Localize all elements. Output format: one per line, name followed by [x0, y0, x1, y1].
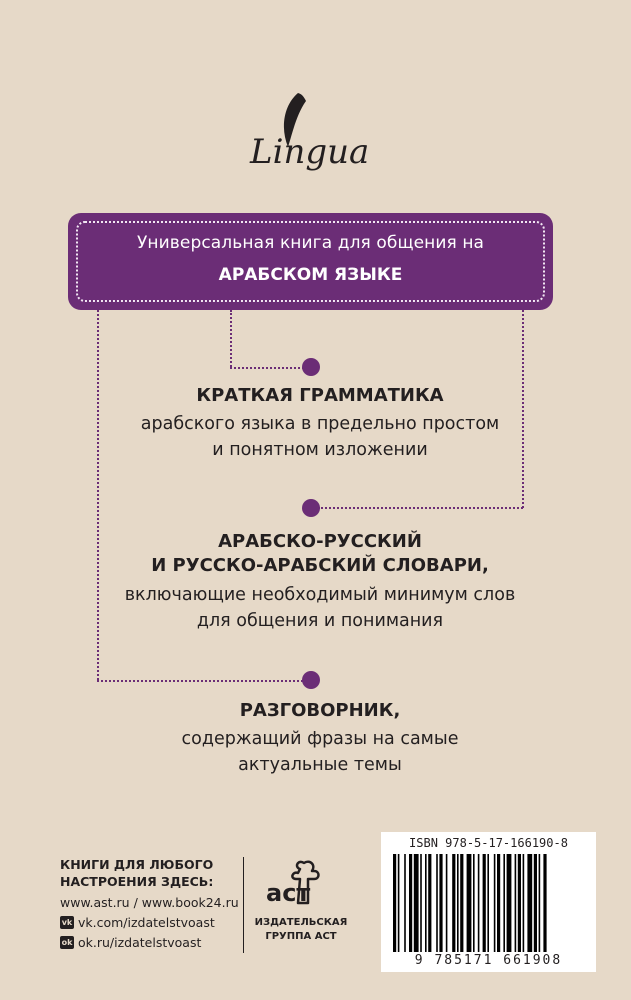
section-title: РАЗГОВОРНИК, — [239, 700, 401, 721]
vk-link-text: vk.com/izdatelstvoast — [78, 915, 215, 930]
publisher-caption-line: ГРУППА АСТ — [265, 931, 337, 942]
barcode-bar — [534, 854, 537, 952]
connector-right-bottom — [318, 507, 523, 509]
barcode-bar — [515, 854, 517, 952]
connector-center — [230, 310, 232, 367]
barcode-bar — [452, 854, 455, 952]
footer-title-line: КНИГИ ДЛЯ ЛЮБОГО — [60, 857, 214, 872]
barcode-bar — [543, 854, 546, 952]
barcode-bar — [404, 854, 406, 952]
barcode-bar — [539, 854, 541, 952]
barcode-bar — [409, 854, 412, 952]
banner-subtitle: Универсальная книга для общения на — [136, 233, 485, 253]
barcode-bar — [467, 854, 472, 952]
section-text-line: содержащий фразы на самые — [181, 729, 459, 749]
vk-link[interactable] — [60, 915, 215, 930]
section-dictionaries — [40, 530, 600, 634]
barcode-bar — [497, 854, 500, 952]
barcode-bar — [414, 854, 419, 952]
section-text-line: актуальные темы — [238, 755, 402, 775]
isbn-number: ISBN 978-5-17-166190-8 — [409, 836, 568, 850]
barcode-bar — [523, 854, 525, 952]
section-text-line: для общения и понимания — [196, 611, 444, 631]
ok-icon: ok — [61, 938, 73, 947]
section-text-line: арабского языка в предельно простом — [140, 414, 500, 434]
barcode-digits: 9 785171 661908 — [414, 953, 563, 968]
barcode-bar — [436, 854, 438, 952]
svg-text:Lingua: Lingua — [250, 132, 370, 172]
connector-left-bottom — [97, 680, 307, 682]
barcode-bar — [483, 854, 486, 952]
barcode-bar — [457, 854, 459, 952]
barcode-bar — [420, 854, 422, 952]
barcode-bar — [460, 854, 463, 952]
bullet-3 — [302, 671, 320, 689]
section-phrasebook — [40, 699, 600, 778]
bullet-1 — [302, 358, 320, 376]
barcode-bar — [487, 854, 489, 952]
banner-title: АРАБСКОМ ЯЗЫКЕ — [218, 265, 403, 285]
barcode-bar — [527, 854, 532, 952]
footer-divider — [243, 857, 244, 953]
barcode-bar — [446, 854, 448, 952]
publisher-caption-line: ИЗДАТЕЛЬСКАЯ — [254, 917, 348, 928]
vk-icon: vk — [61, 918, 73, 927]
barcode-bars — [393, 854, 584, 952]
title-banner — [68, 213, 553, 310]
ast-logo-text: аст — [266, 879, 311, 907]
section-title: И РУССКО-АРАБСКИЙ СЛОВАРИ, — [151, 555, 489, 576]
barcode-bar — [428, 854, 431, 952]
bullet-2 — [302, 499, 320, 517]
barcode-bar — [393, 854, 396, 952]
barcode-bar — [398, 854, 400, 952]
ast-publisher-logo — [262, 857, 342, 909]
footer-title-line: НАСТРОЕНИЯ ЗДЕСЬ: — [60, 874, 214, 889]
section-text-line: включающие необходимый минимум слов — [124, 585, 516, 605]
barcode-bar — [518, 854, 521, 952]
ok-link[interactable] — [60, 935, 201, 950]
barcode-bar — [473, 854, 475, 952]
barcode-block — [381, 832, 596, 972]
publisher-caption — [248, 916, 354, 944]
section-title: АРАБСКО-РУССКИЙ — [218, 531, 422, 552]
connector-center-bottom — [230, 367, 308, 369]
footer-title — [60, 856, 250, 890]
barcode-bar — [439, 854, 442, 952]
barcode-bar — [494, 854, 496, 952]
ok-link-text: ok.ru/izdatelstvoast — [78, 935, 202, 950]
section-title: КРАТКАЯ ГРАММАТИКА — [196, 385, 444, 406]
barcode-bar — [425, 854, 427, 952]
website-links[interactable]: www.ast.ru / www.book24.ru — [60, 895, 239, 910]
section-text-line: и понятном изложении — [212, 440, 428, 460]
barcode-bar — [478, 854, 480, 952]
section-grammar — [40, 384, 600, 463]
barcode-bar — [507, 854, 512, 952]
barcode-bar — [503, 854, 505, 952]
lingua-logo — [240, 85, 390, 180]
